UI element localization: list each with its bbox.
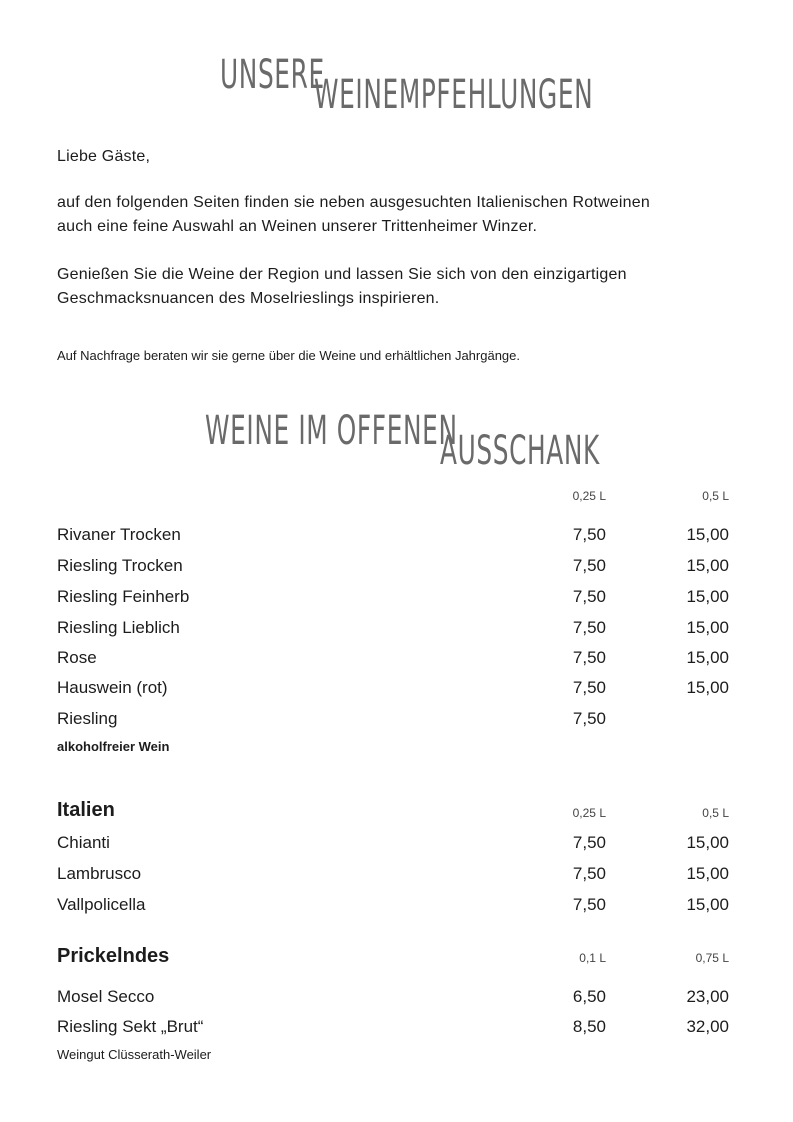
wine-name: Riesling <box>57 709 118 728</box>
wine-name: Lambrusco <box>57 864 142 883</box>
price-small: 7,50 <box>572 618 606 637</box>
intro-p1-line1: auf den folgenden Seiten finden sie neben ausgesuchten Italienischen Rotweinen <box>57 194 650 211</box>
col-header-025: 0,25 L <box>572 806 606 820</box>
intro-p1-line2: auch eine feine Auswahl an Weinen unserer Trittenheimer Winzer. <box>57 218 538 235</box>
greeting: Liebe Gäste, <box>57 148 151 165</box>
price-large: 15,00 <box>686 833 729 852</box>
wine-name: Riesling Lieblich <box>57 618 180 637</box>
price-small: 7,50 <box>572 648 606 667</box>
price-large: 15,00 <box>686 895 729 914</box>
wine-name: Riesling Sekt „Brut“ <box>57 1017 204 1036</box>
price-small: 7,50 <box>572 895 606 914</box>
col-header-025: 0,25 L <box>572 489 606 503</box>
price-large: 15,00 <box>686 556 729 575</box>
price-small: 7,50 <box>572 709 606 728</box>
price-small: 7,50 <box>572 833 606 852</box>
col-header-05: 0,5 L <box>702 489 729 503</box>
footnote-alkoholfrei: alkoholfreier Wein <box>57 739 170 754</box>
price-small: 7,50 <box>572 556 606 575</box>
wine-name: Rose <box>57 648 97 667</box>
title-weinempfehlungen: WEINEMPFEHLUNGEN <box>314 72 594 118</box>
price-large: 15,00 <box>686 864 729 883</box>
wine-name: Riesling Feinherb <box>57 587 190 606</box>
wine-name: Rivaner Trocken <box>57 525 181 544</box>
price-small: 8,50 <box>572 1017 606 1036</box>
price-small: 7,50 <box>572 864 606 883</box>
col-header-01: 0,1 L <box>579 951 606 965</box>
col-header-075: 0,75 L <box>695 951 729 965</box>
wine-name: Vallpolicella <box>57 895 146 914</box>
price-large: 23,00 <box>686 987 729 1006</box>
price-large: 15,00 <box>686 587 729 606</box>
price-small: 7,50 <box>572 587 606 606</box>
section-title-prickelndes: Prickelndes <box>57 945 170 967</box>
title-ausschank: AUSSCHANK <box>440 428 600 474</box>
intro-p2-line1: Genießen Sie die Weine der Region und lassen Sie sich von den einzigartigen <box>57 266 627 283</box>
price-large: 15,00 <box>686 648 729 667</box>
price-small: 7,50 <box>572 525 606 544</box>
price-large: 15,00 <box>686 618 729 637</box>
price-large: 32,00 <box>686 1017 729 1036</box>
title-unsere: UNSERE <box>220 52 325 98</box>
price-small: 7,50 <box>572 678 606 697</box>
footnote-weingut: Weingut Clüsserath-Weiler <box>57 1047 212 1062</box>
intro-note: Auf Nachfrage beraten wir sie gerne über die Weine und erhältlichen Jahrgänge. <box>57 348 520 363</box>
price-small: 6,50 <box>572 987 606 1006</box>
section-title-italien: Italien <box>57 799 115 821</box>
wine-name: Riesling Trocken <box>57 556 183 575</box>
price-large: 15,00 <box>686 678 729 697</box>
col-header-05: 0,5 L <box>702 806 729 820</box>
wine-name: Hauswein (rot) <box>57 678 168 697</box>
title-weine-im-offenen: WEINE IM OFFENEN <box>205 408 458 454</box>
wine-name: Mosel Secco <box>57 987 155 1006</box>
intro-p2-line2: Geschmacksnuancen des Moselrieslings inspirieren. <box>57 290 440 307</box>
price-large: 15,00 <box>686 525 729 544</box>
wine-name: Chianti <box>57 833 110 852</box>
